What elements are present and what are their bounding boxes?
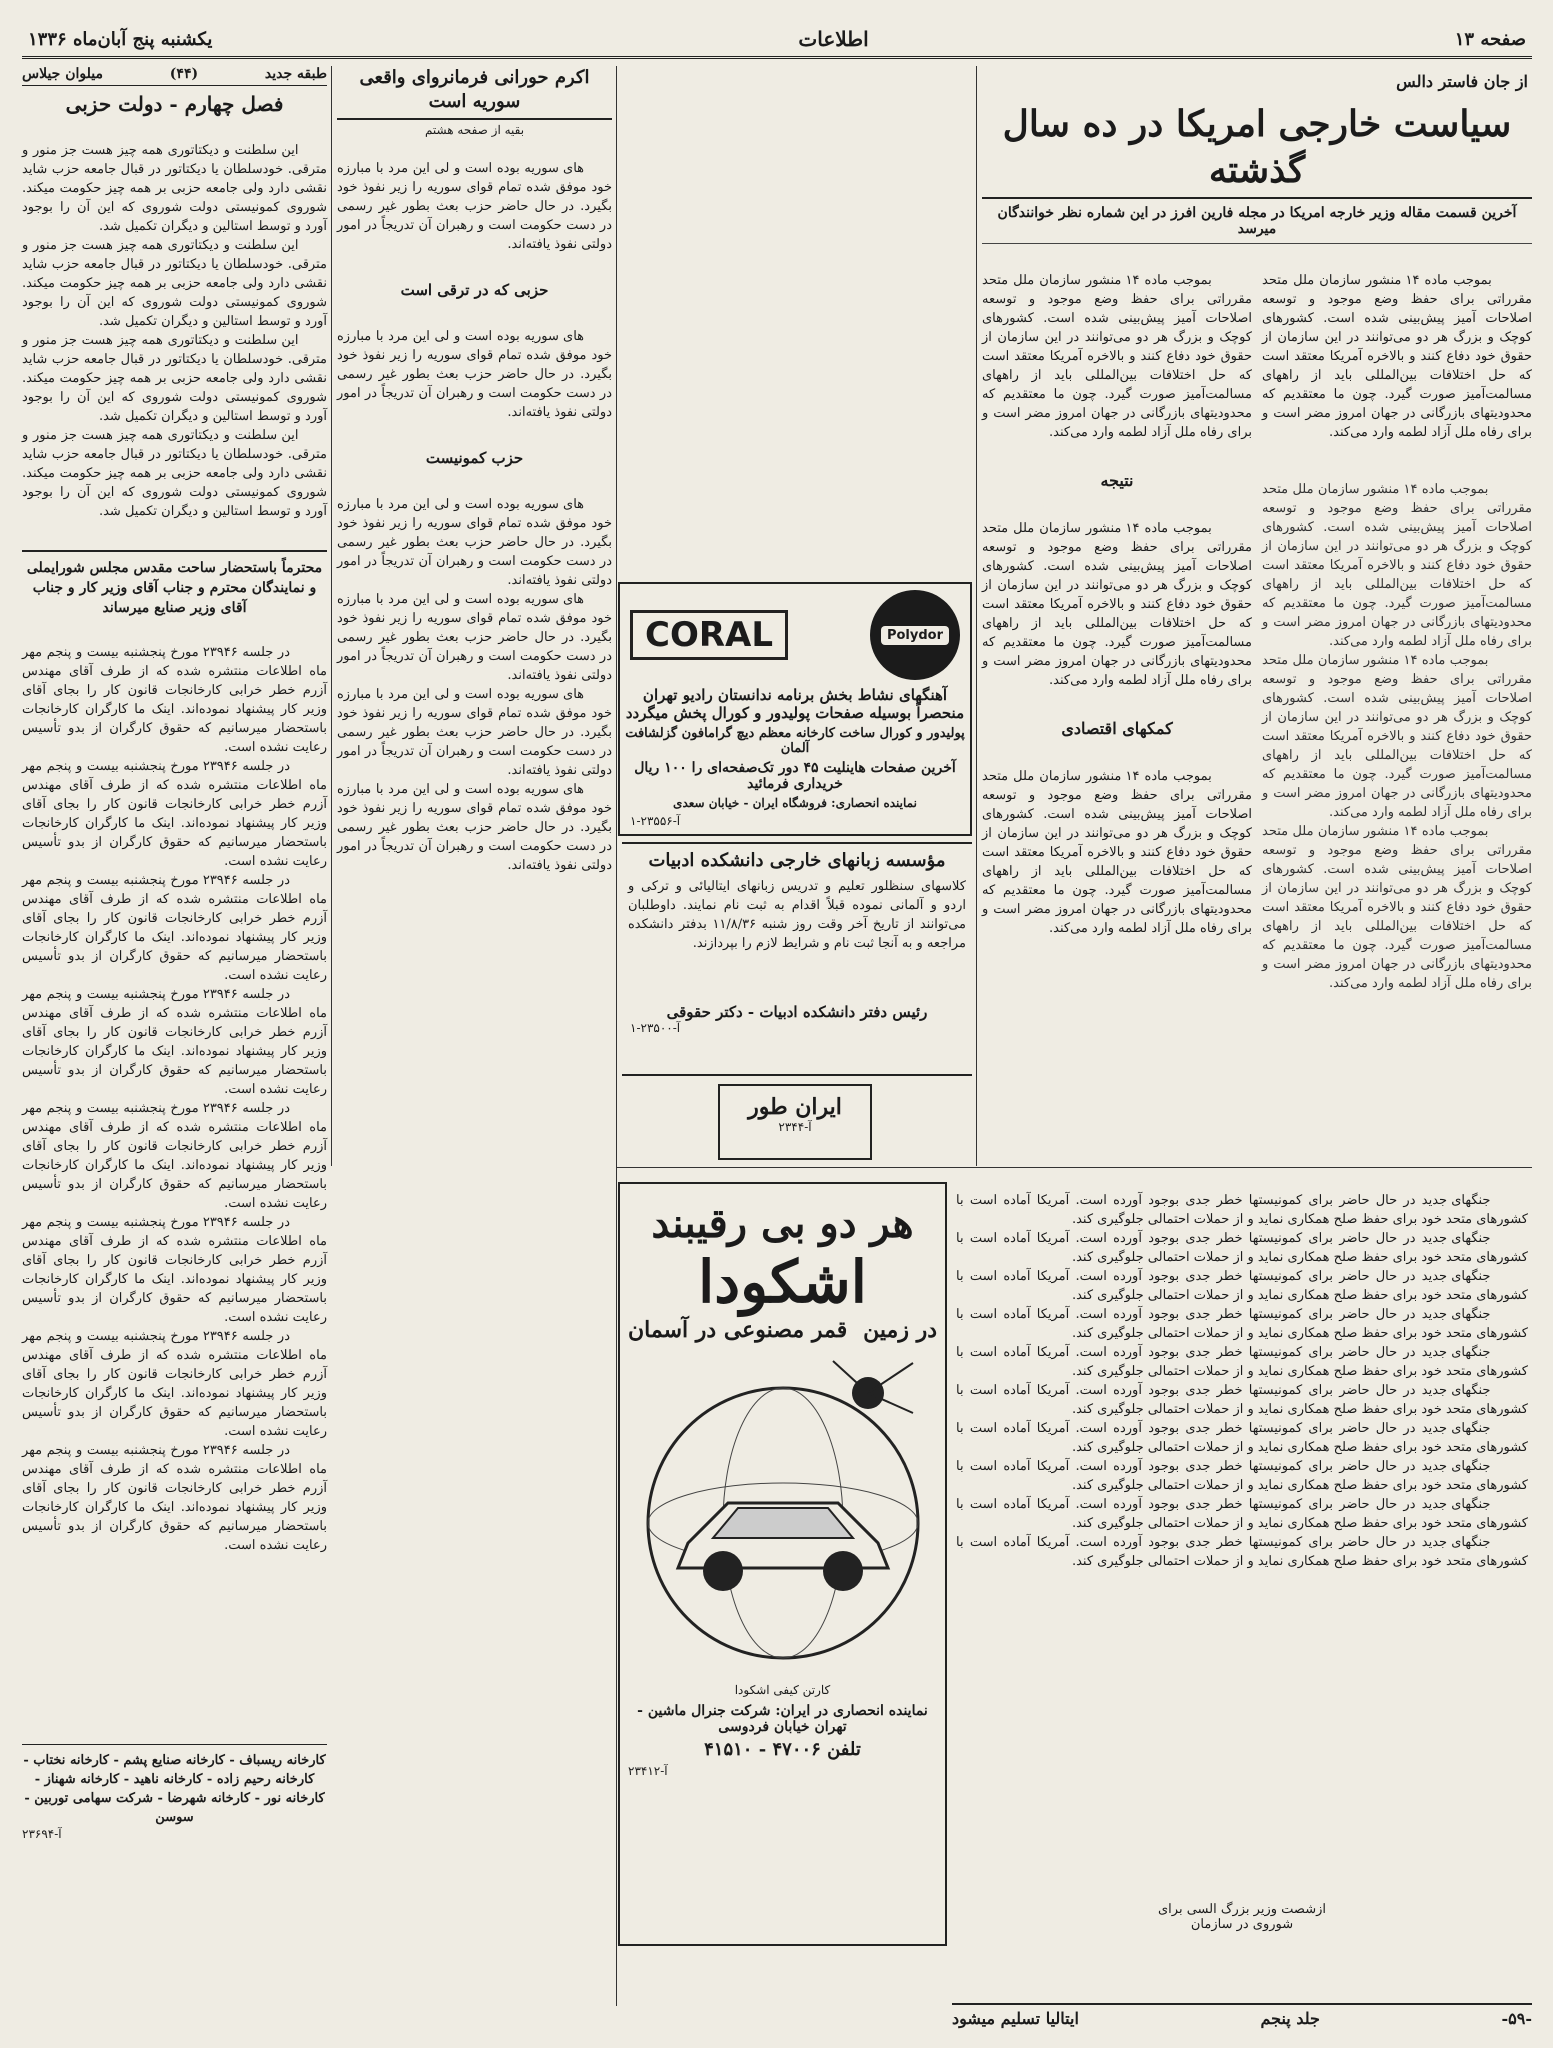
page-header — [22, 22, 1532, 59]
polydor-label: Polydor — [881, 626, 949, 645]
djilas-header — [22, 66, 327, 86]
parliament-text: در جلسه ۲۳۹۴۶ مورخ پنجشنبه بیست و پنجم مهر ماه اطلاعات منتشره شده که از طرف آقای مهندس آزرم خطر خرابی کارخانجات قانون کار را بجای آقای وزیر کار پیشنهاد نموده‌اند. اینک ما کارگران کارخانجات باستحضار میرسانیم که حقوق کارگران از بدو تأسیس رعایت نشده است. — [17, 1101, 327, 1211]
article-body-text-repeat: بموجب ماده ۱۴ منشور سازمان ملل متحد مقرراتی برای حفظ وضع موجود و توسعه اصلاحات آمیز پیش‌بینی شده است. کشورهای کوچک و بزرگ هر دو می‌توانند در این سازمان از حقوق خود دفاع کنند و بالاخره آمریکا معتقد است که حل اختلافات بین‌المللی باید از راههای مسالمت‌آمیز صورت گیرد. چون ما معتقدیم که محدودیتهای بازرگانی در جهان امروز مضر است و برای رفاه ملل آزاد لطمه وارد می‌کند. — [1257, 482, 1532, 649]
skoda-badge: کارتن کیفی اشکودا — [734, 1683, 831, 1697]
djilas-text: این سلطنت و دیکتاتوری همه چیز هست جز منور و مترقی. خودسلطان یا دیکتاتور در قبال جامعه حزب شاید نقشی دارد ولی جامعه حزبی بر همه چیز حکومت میکند. شوروی کمونیستی دولت شوروی که این آن را بوجود آورد و توسط استالین و دیگران تکمیل شد. — [17, 238, 327, 329]
parliament-signers: کارخانه ریسباف - کارخانه صنایع پشم - کارخانه نختاب - کارخانه رحیم زاده - کارخانه ناهید - کارخانه شهناز - کارخانه نور - کارخانه شهرضا - شرکت سهامی توربین - سوسن — [22, 1744, 327, 1827]
page-footer — [952, 2003, 1532, 2028]
article-body-text-repeat: بموجب ماده ۱۴ منشور سازمان ملل متحد مقرراتی برای حفظ وضع موجود و توسعه اصلاحات آمیز پیش‌بینی شده است. کشورهای کوچک و بزرگ هر دو می‌توانند در این سازمان از حقوق خود دفاع کنند و بالاخره آمریکا معتقد است که حل اختلافات بین‌المللی باید از راههای مسالمت‌آمیز صورت گیرد. چون ما معتقدیم که محدودیتهای بازرگانی در جهان امروز مضر است و برای رفاه ملل آزاد لطمه وارد می‌کند. — [1257, 653, 1532, 820]
djilas-title: فصل چهارم - دولت حزبی — [65, 92, 284, 116]
ad-skoda — [618, 1182, 947, 1946]
parliament-title: محترماً باستحضار ساحت مقدس مجلس شورایملی و نمایندگان محترم و جناب آقای وزیر کار و جناب آقای وزیر صنایع میرساند — [26, 560, 323, 616]
bottom-article-text: جنگهای جدید در حال حاضر برای کمونیستها خطر جدی بوجود آورده است. آمریکا آماده است با کشورهای متحد خود برای حفظ صلح همکاری نماید و از حملات احتمالی جلوگیری کند. — [951, 1459, 1528, 1493]
subhead-result: نتیجه — [1100, 471, 1134, 490]
skoda-headline: هر دو بی رقیبند — [651, 1200, 914, 1247]
notice-languages — [622, 842, 972, 1076]
column-rule — [331, 66, 332, 1166]
column-rule — [976, 66, 977, 1166]
middle-article-block — [622, 66, 972, 471]
article-body-text-repeat: بموجب ماده ۱۴ منشور سازمان ملل متحد مقرراتی برای حفظ وضع موجود و توسعه اصلاحات آمیز پیش‌بینی شده است. کشورهای کوچک و بزرگ هر دو می‌توانند در این سازمان از حقوق خود دفاع کنند و بالاخره آمریکا معتقد است که حل اختلافات بین‌المللی باید از راههای مسالمت‌آمیز صورت گیرد. چون ما معتقدیم که محدودیتهای بازرگانی در جهان امروز مضر است و برای رفاه ملل آزاد لطمه وارد می‌کند. — [1257, 824, 1532, 991]
hourani-body — [332, 140, 612, 1140]
parliament-notice — [17, 550, 327, 1841]
irantour-code: آ-۲۳۴۴ — [778, 1120, 812, 1134]
parliament-text: در جلسه ۲۳۹۴۶ مورخ پنجشنبه بیست و پنجم مهر ماه اطلاعات منتشره شده که از طرف آقای مهندس آزرم خطر خرابی کارخانجات قانون کار را بجای آقای وزیر کار پیشنهاد نموده‌اند. اینک ما کارگران کارخانجات باستحضار میرسانیم که حقوق کارگران از بدو تأسیس رعایت نشده است. — [17, 987, 327, 1097]
djilas-text: این سلطنت و دیکتاتوری همه چیز هست جز منور و مترقی. خودسلطان یا دیکتاتور در قبال جامعه حزب شاید نقشی دارد ولی جامعه حزبی بر همه چیز حکومت میکند. شوروی کمونیستی دولت شوروی که این آن را بوجود آورد و توسط استالین و دیگران تکمیل شد. — [17, 143, 327, 234]
parliament-text: در جلسه ۲۳۹۴۶ مورخ پنجشنبه بیست و پنجم مهر ماه اطلاعات منتشره شده که از طرف آقای مهندس آزرم خطر خرابی کارخانجات قانون کار را بجای آقای وزیر کار پیشنهاد نموده‌اند. اینک ما کارگران کارخانجات باستحضار میرسانیم که حقوق کارگران از بدو تأسیس رعایت نشده است. — [17, 1215, 327, 1325]
bottom-article-text: جنگهای جدید در حال حاضر برای کمونیستها خطر جدی بوجود آورده است. آمریکا آماده است با کشورهای متحد خود برای حفظ صلح همکاری نماید و از حملات احتمالی جلوگیری کند. — [951, 1535, 1528, 1569]
hourani-text: های سوریه بوده است و لی این مرد با مبارزه خود موفق شده تمام قوای سوریه را زیر نفوذ خود بگیرد. در حال حاضر حزب بعث بطور غیر رسمی در دست حکومت است و رهبران آن تدریجاً در امور دولتی نفوذ یافته‌اند. — [332, 782, 612, 873]
skoda-sky: قمر مصنوعی در آسمان — [627, 1317, 848, 1343]
notice-title: مؤسسه زبانهای خارجی دانشکده ادبیات — [648, 850, 946, 871]
article-intro: آخرین قسمت مقاله وزیر خارجه امریکا در مجله فارین افرز در این شماره نظر خوانندگان میرسد — [982, 199, 1532, 244]
bottom-article-end1: ازشصت وزیر بزرگ السی برای — [1158, 1902, 1326, 1917]
page-number: صفحه ۱۳ — [1454, 28, 1526, 50]
bottom-article-text: جنگهای جدید در حال حاضر برای کمونیستها خطر جدی بوجود آورده است. آمریکا آماده است با کشورهای متحد خود برای حفظ صلح همکاری نماید و از حملات احتمالی جلوگیری کند. — [951, 1193, 1528, 1227]
bottom-article-text: جنگهای جدید در حال حاضر برای کمونیستها خطر جدی بوجود آورده است. آمریکا آماده است با کشورهای متحد خود برای حفظ صلح همکاری نماید و از حملات احتمالی جلوگیری کند. — [951, 1231, 1528, 1265]
skoda-dealer: نماینده انحصاری در ایران: شرکت جنرال ماشین - تهران خیابان فردوسی — [637, 1703, 928, 1735]
article-title: سیاست خارجی امریکا در ده سال گذشته — [982, 97, 1532, 199]
djilas-text: این سلطنت و دیکتاتوری همه چیز هست جز منور و مترقی. خودسلطان یا دیکتاتور در قبال جامعه حزب شاید نقشی دارد ولی جامعه حزبی بر همه چیز حکومت میکند. شوروی کمونیستی دولت شوروی که این آن را بوجود آورد و توسط استالین و دیگران تکمیل شد. — [17, 333, 327, 424]
djilas-series: طبقه جدید — [264, 66, 327, 82]
article-hourani — [332, 66, 612, 1161]
hourani-sub2: حزب کمونیست — [425, 449, 524, 467]
notice-signature: رئیس دفتر دانشکده ادبیات - دکتر حقوقی — [666, 1003, 928, 1021]
footer-title: ایتالیا تسلیم میشود — [952, 2009, 1079, 2028]
parliament-text: در جلسه ۲۳۹۴۶ مورخ پنجشنبه بیست و پنجم مهر ماه اطلاعات منتشره شده که از طرف آقای مهندس آزرم خطر خرابی کارخانجات قانون کار را بجای آقای وزیر کار پیشنهاد نموده‌اند. اینک ما کارگران کارخانجات باستحضار میرسانیم که حقوق کارگران از بدو تأسیس رعایت نشده است. — [17, 1443, 327, 1553]
parliament-body — [17, 624, 327, 1744]
bottom-article-text: جنگهای جدید در حال حاضر برای کمونیستها خطر جدی بوجود آورده است. آمریکا آماده است با کشورهای متحد خود برای حفظ صلح همکاری نماید و از حملات احتمالی جلوگیری کند. — [951, 1383, 1528, 1417]
coral-line4: آخرین صفحات هاینلیت ۴۵ دور تک‌صفحه‌ای را ۱۰۰ ریال خریداری فرمائید — [634, 760, 956, 792]
article-body-text: بموجب ماده ۱۴ منشور سازمان ملل متحد مقرراتی برای حفظ وضع موجود و توسعه اصلاحات آمیز پیش‌بینی شده است. کشورهای کوچک و بزرگ هر دو می‌توانند در این سازمان از حقوق خود دفاع کنند و بالاخره آمریکا معتقد است که حل اختلافات بین‌المللی باید از راههای مسالمت‌آمیز صورت گیرد. چون ما معتقدیم که محدودیتهای بازرگانی در جهان امروز مضر است و برای رفاه ملل آزاد لطمه وارد می‌کند. — [977, 521, 1252, 688]
bottom-article-text: جنگهای جدید در حال حاضر برای کمونیستها خطر جدی بوجود آورده است. آمریکا آماده است با کشورهای متحد خود برای حفظ صلح همکاری نماید و از حملات احتمالی جلوگیری کند. — [951, 1497, 1528, 1531]
newspaper-page — [17, 22, 1532, 2028]
hourani-sub1: حزبی که در ترقی است — [400, 281, 549, 299]
article-bottom-right — [952, 1172, 1532, 1952]
coral-line2: منحصراً بوسیله صفحات پولیدور و کورال پخش میگردد — [625, 704, 965, 722]
hourani-text: های سوریه بوده است و لی این مرد با مبارزه خود موفق شده تمام قوای سوریه را زیر نفوذ خود بگیرد. در حال حاضر حزب بعث بطور غیر رسمی در دست حکومت است و رهبران آن تدریجاً در امور دولتی نفوذ یافته‌اند. — [332, 161, 612, 252]
coral-logo: CORAL — [630, 610, 788, 660]
hourani-cont: بقیه از صفحه هشتم — [424, 123, 525, 137]
article-body-text: بموجب ماده ۱۴ منشور سازمان ملل متحد مقرراتی برای حفظ وضع موجود و توسعه اصلاحات آمیز پیش‌بینی شده است. کشورهای کوچک و بزرگ هر دو می‌توانند در این سازمان از حقوق خود دفاع کنند و بالاخره آمریکا معتقد است که حل اختلافات بین‌المللی باید از راههای مسالمت‌آمیز صورت گیرد. چون ما معتقدیم که محدودیتهای بازرگانی در جهان امروز مضر است و برای رفاه ملل آزاد لطمه وارد می‌کند. — [977, 273, 1252, 440]
bottom-article-end2: شوروی در سازمان — [1190, 1917, 1294, 1932]
skoda-code: آ-۲۳۴۱۲ — [628, 1764, 668, 1778]
column-left — [17, 66, 327, 2006]
skoda-brand: اشکودا — [698, 1248, 867, 1316]
hourani-title: اکرم حورانی فرمانروای واقعی سوریه است — [337, 66, 612, 120]
irantour-name: ایران طور — [748, 1094, 842, 1120]
article-body-2 — [977, 252, 1252, 1212]
footer-page: -۵۹- — [1501, 2009, 1532, 2028]
bottom-article-text: جنگهای جدید در حال حاضر برای کمونیستها خطر جدی بوجود آورده است. آمریکا آماده است با کشورهای متحد خود برای حفظ صلح همکاری نماید و از حملات احتمالی جلوگیری کند. — [951, 1269, 1528, 1303]
ad-irantour — [718, 1084, 872, 1160]
djilas-number: (۴۴) — [169, 66, 199, 82]
article-body — [1257, 252, 1532, 1212]
hourani-text: های سوریه بوده است و لی این مرد با مبارزه خود موفق شده تمام قوای سوریه را زیر نفوذ خود بگیرد. در حال حاضر حزب بعث بطور غیر رسمی در دست حکومت است و رهبران آن تدریجاً در امور دولتی نفوذ یافته‌اند. — [332, 687, 612, 778]
parliament-text: در جلسه ۲۳۹۴۶ مورخ پنجشنبه بیست و پنجم مهر ماه اطلاعات منتشره شده که از طرف آقای مهندس آزرم خطر خرابی کارخانجات قانون کار را بجای آقای وزیر کار پیشنهاد نموده‌اند. اینک ما کارگران کارخانجات باستحضار میرسانیم که حقوق کارگران از بدو تأسیس رعایت نشده است. — [17, 645, 327, 755]
hourani-text: های سوریه بوده است و لی این مرد با مبارزه خود موفق شده تمام قوای سوریه را زیر نفوذ خود بگیرد. در حال حاضر حزب بعث بطور غیر رسمی در دست حکومت است و رهبران آن تدریجاً در امور دولتی نفوذ یافته‌اند. — [332, 329, 612, 420]
bottom-article-body — [952, 1172, 1532, 1902]
issue-date: یکشنبه پنج آبان‌ماه ۱۳۳۶ — [28, 28, 213, 50]
coral-line3: پولیدور و کورال ساخت کارخانه معظم دیچ گرامافون گزلشافت آلمان — [625, 726, 965, 756]
djilas-text: این سلطنت و دیکتاتوری همه چیز هست جز منور و مترقی. خودسلطان یا دیکتاتور در قبال جامعه حزب شاید نقشی دارد ولی جامعه حزبی بر همه چیز حکومت میکند. شوروی کمونیستی دولت شوروی که این آن را بوجود آورد و توسط استالین و دیگران تکمیل شد. — [17, 428, 327, 519]
coral-line1: آهنگهای نشاط بخش برنامه ندانستان رادیو تهران — [642, 686, 948, 704]
skoda-earth: در زمین — [863, 1317, 938, 1343]
article-body-text-cont — [1257, 461, 1532, 991]
article-columns — [977, 252, 1532, 1212]
notice-code: آ-۲۳۵۰۰-۱ — [630, 1021, 681, 1035]
article-body-text: بموجب ماده ۱۴ منشور سازمان ملل متحد مقرراتی برای حفظ وضع موجود و توسعه اصلاحات آمیز پیش‌بینی شده است. کشورهای کوچک و بزرگ هر دو می‌توانند در این سازمان از حقوق خود دفاع کنند و بالاخره آمریکا معتقد است که حل اختلافات بین‌المللی باید از راههای مسالمت‌آمیز صورت گیرد. چون ما معتقدیم که محدودیتهای بازرگانی در جهان امروز مضر است و برای رفاه ملل آزاد لطمه وارد می‌کند. — [1257, 273, 1532, 440]
column-rule — [616, 66, 617, 2006]
skoda-globe-illustration — [633, 1353, 933, 1683]
parliament-code: آ-۲۳۶۹۴ — [22, 1827, 62, 1841]
article-dulles — [977, 66, 1532, 1161]
notice-body: کلاسهای سنظلور تعلیم و تدریس زبانهای ایتالیائی و ترکی و اردو و آلمانی نموده قبلاً اقدام به ثبت نام نمایند. داوطلبان می‌توانند از تاریخ آخر وقت روز شنبه ۱۱/۸/۳۶ بدفتر دانشکده مراجعه و به آنجا ثبت نام و شرایط لازم را بپردازند. — [623, 879, 966, 951]
coral-line5: نماینده انحصاری: فروشگاه ایران - خیابان سعدی — [673, 796, 917, 810]
polydor-logo — [870, 590, 960, 680]
hourani-text: های سوریه بوده است و لی این مرد با مبارزه خود موفق شده تمام قوای سوریه را زیر نفوذ خود بگیرد. در حال حاضر حزب بعث بطور غیر رسمی در دست حکومت است و رهبران آن تدریجاً در امور دولتی نفوذ یافته‌اند. — [332, 592, 612, 683]
car-icon — [678, 1503, 888, 1591]
bottom-article-text: جنگهای جدید در حال حاضر برای کمونیستها خطر جدی بوجود آورده است. آمریکا آماده است با کشورهای متحد خود برای حفظ صلح همکاری نماید و از حملات احتمالی جلوگیری کند. — [951, 1421, 1528, 1455]
parliament-text: در جلسه ۲۳۹۴۶ مورخ پنجشنبه بیست و پنجم مهر ماه اطلاعات منتشره شده که از طرف آقای مهندس آزرم خطر خرابی کارخانجات قانون کار را بجای آقای وزیر کار پیشنهاد نموده‌اند. اینک ما کارگران کارخانجات باستحضار میرسانیم که حقوق کارگران از بدو تأسیس رعایت نشده است. — [17, 873, 327, 983]
skoda-taglines — [620, 1317, 945, 1343]
djilas-author: میلوان جیلاس — [22, 66, 103, 82]
subhead-aid: کمکهای اقتصادی — [1061, 719, 1173, 738]
article-body-text: بموجب ماده ۱۴ منشور سازمان ملل متحد مقرراتی برای حفظ وضع موجود و توسعه اصلاحات آمیز پیش‌بینی شده است. کشورهای کوچک و بزرگ هر دو می‌توانند در این سازمان از حقوق خود دفاع کنند و بالاخره آمریکا معتقد است که حل اختلافات بین‌المللی باید از راههای مسالمت‌آمیز صورت گیرد. چون ما معتقدیم که محدودیتهای بازرگانی در جهان امروز مضر است و برای رفاه ملل آزاد لطمه وارد می‌کند. — [977, 769, 1252, 936]
bottom-article-text: جنگهای جدید در حال حاضر برای کمونیستها خطر جدی بوجود آورده است. آمریکا آماده است با کشورهای متحد خود برای حفظ صلح همکاری نماید و از حملات احتمالی جلوگیری کند. — [951, 1307, 1528, 1341]
newspaper-name: اطلاعات — [798, 27, 869, 51]
ad-coral-polydor — [618, 582, 972, 836]
bottom-article-text: جنگهای جدید در حال حاضر برای کمونیستها خطر جدی بوجود آورده است. آمریکا آماده است با کشورهای متحد خود برای حفظ صلح همکاری نماید و از حملات احتمالی جلوگیری کند. — [951, 1345, 1528, 1379]
parliament-text: در جلسه ۲۳۹۴۶ مورخ پنجشنبه بیست و پنجم مهر ماه اطلاعات منتشره شده که از طرف آقای مهندس آزرم خطر خرابی کارخانجات قانون کار را بجای آقای وزیر کار پیشنهاد نموده‌اند. اینک ما کارگران کارخانجات باستحضار میرسانیم که حقوق کارگران از بدو تأسیس رعایت نشده است. — [17, 1329, 327, 1439]
parliament-text: در جلسه ۲۳۹۴۶ مورخ پنجشنبه بیست و پنجم مهر ماه اطلاعات منتشره شده که از طرف آقای مهندس آزرم خطر خرابی کارخانجات قانون کار را بجای آقای وزیر کار پیشنهاد نموده‌اند. اینک ما کارگران کارخانجات باستحضار میرسانیم که حقوق کارگران از بدو تأسیس رعایت نشده است. — [17, 759, 327, 869]
hourani-text: های سوریه بوده است و لی این مرد با مبارزه خود موفق شده تمام قوای سوریه را زیر نفوذ خود بگیرد. در حال حاضر حزب بعث بطور غیر رسمی در دست حکومت است و رهبران آن تدریجاً در امور دولتی نفوذ یافته‌اند. — [332, 497, 612, 588]
skoda-phone: تلفن ۴۷۰۰۶ - ۴۱۵۱۰ — [704, 1739, 861, 1760]
article-byline: از جان فاستر دالس — [1396, 72, 1528, 91]
djilas-body — [17, 122, 327, 542]
coral-code: آ-۲۳۵۵۶-۱ — [630, 814, 681, 828]
footer-volume: جلد پنجم — [1260, 2009, 1320, 2028]
